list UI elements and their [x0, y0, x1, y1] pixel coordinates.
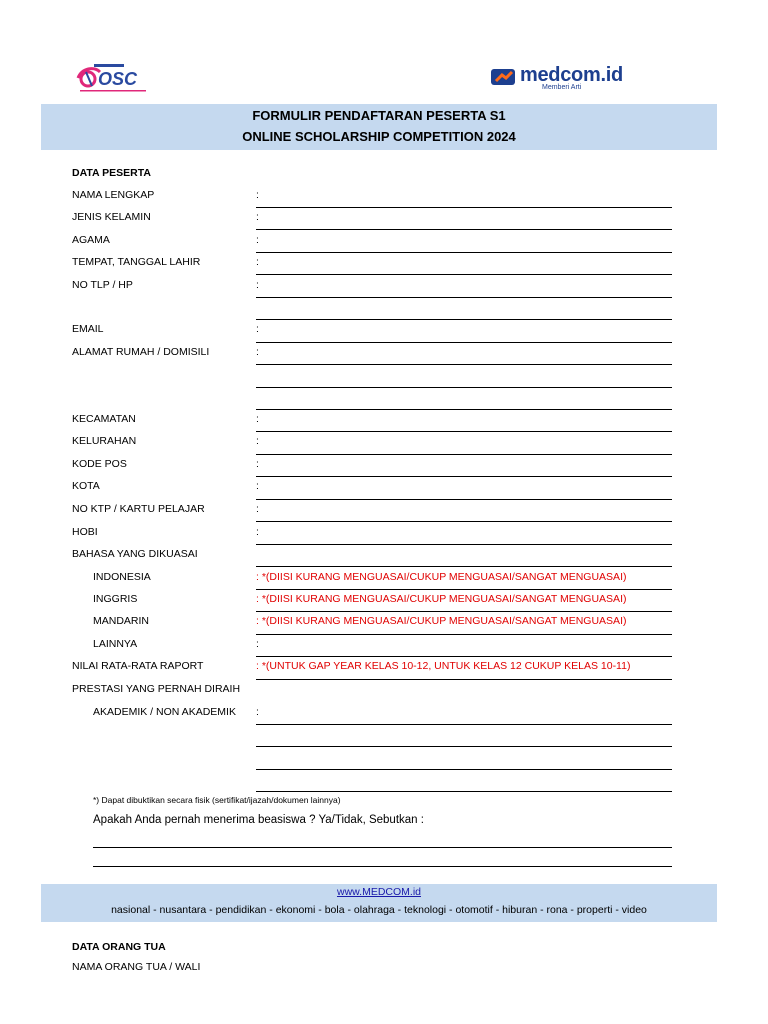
input-line-akademik-3[interactable] — [256, 769, 672, 770]
label-lainnya: LAINNYA — [93, 638, 138, 650]
colon: : — [256, 279, 259, 291]
colon: : — [256, 189, 259, 201]
input-line-nilai-raport[interactable] — [256, 679, 672, 680]
label-no-tlp: NO TLP / HP — [72, 279, 133, 291]
colon: : — [256, 234, 259, 246]
label-hobi: HOBI — [72, 526, 98, 538]
colon: : — [256, 638, 259, 650]
input-line-lainnya[interactable] — [256, 656, 672, 657]
label-indonesia: INDONESIA — [93, 571, 151, 583]
input-line-akademik[interactable] — [256, 724, 672, 725]
label-nama-orang-tua: NAMA ORANG TUA / WALI — [72, 961, 201, 973]
label-akademik: AKADEMIK / NON AKADEMIK — [93, 706, 236, 718]
input-line-email[interactable] — [256, 342, 672, 343]
colon: : — [256, 503, 259, 515]
form-title-line1: FORMULIR PENDAFTARAN PESERTA S1 — [252, 108, 506, 123]
input-line-alamat-2[interactable] — [256, 387, 672, 388]
hint-bahasa-mandarin: : *(DIISI KURANG MENGUASAI/CUKUP MENGUASAI/SANGAT MENGUASAI) — [256, 615, 627, 627]
section-data-orang-tua: DATA ORANG TUA — [72, 941, 166, 953]
colon: : — [256, 413, 259, 425]
colon: : — [256, 435, 259, 447]
question-beasiswa: Apakah Anda pernah menerima beasiswa ? Ya/Tidak, Sebutkan : — [93, 814, 424, 826]
colon: : — [256, 526, 259, 538]
colon: : — [256, 480, 259, 492]
hint-bahasa-inggris: : *(DIISI KURANG MENGUASAI/CUKUP MENGUASAI/SANGAT MENGUASAI) — [256, 593, 627, 605]
input-line-ttl[interactable] — [256, 274, 672, 275]
input-line-agama[interactable] — [256, 252, 672, 253]
colon: : — [256, 706, 259, 718]
input-line-inggris[interactable] — [256, 611, 672, 612]
input-line-kode-pos[interactable] — [256, 476, 672, 477]
input-line-kecamatan[interactable] — [256, 431, 672, 432]
label-tempat-tanggal-lahir: TEMPAT, TANGGAL LAHIR — [72, 256, 201, 268]
input-line-nama-lengkap[interactable] — [256, 207, 672, 208]
colon: : — [256, 346, 259, 358]
input-line-no-ktp[interactable] — [256, 521, 672, 522]
input-line-bahasa[interactable] — [256, 566, 672, 567]
medcom-link[interactable]: www.MEDCOM.id — [336, 886, 421, 898]
label-mandarin: MANDARIN — [93, 615, 150, 627]
input-line-akademik-2[interactable] — [256, 746, 672, 747]
medcom-logo-text: medcom.id — [520, 64, 623, 86]
answer-line-1[interactable] — [93, 847, 672, 848]
input-line-kota[interactable] — [256, 499, 672, 500]
label-email: EMAIL — [72, 323, 104, 335]
input-line-akademik-4[interactable] — [256, 791, 672, 792]
colon: : — [256, 458, 259, 470]
label-kecamatan: KECAMATAN — [72, 413, 136, 425]
label-no-ktp: NO KTP / KARTU PELAJAR — [72, 503, 205, 515]
input-line-no-tlp-2[interactable] — [256, 319, 672, 320]
label-kelurahan: KELURAHAN — [72, 435, 137, 447]
label-jenis-kelamin: JENIS KELAMIN — [72, 211, 151, 223]
input-line-no-tlp[interactable] — [256, 297, 672, 298]
colon: : — [256, 256, 259, 268]
hint-bahasa-indonesia: : *(DIISI KURANG MENGUASAI/CUKUP MENGUASAI/SANGAT MENGUASAI) — [256, 571, 627, 583]
section-data-peserta: DATA PESERTA — [72, 167, 151, 179]
label-alamat: ALAMAT RUMAH / DOMISILI — [72, 346, 210, 358]
osc-logo-text: OSC — [98, 69, 138, 89]
label-bahasa: BAHASA YANG DIKUASAI — [72, 548, 198, 560]
input-line-kelurahan[interactable] — [256, 454, 672, 455]
input-line-alamat[interactable] — [256, 364, 672, 365]
footnote: *) Dapat dibuktikan secara fisik (sertifikat/ijazah/dokumen lainnya) — [93, 795, 341, 805]
label-kota: KOTA — [72, 480, 100, 492]
label-nama-lengkap: NAMA LENGKAP — [72, 189, 155, 201]
label-agama: AGAMA — [72, 234, 110, 246]
osc-logo — [74, 62, 154, 94]
answer-line-2[interactable] — [93, 866, 672, 867]
form-title-line2: ONLINE SCHOLARSHIP COMPETITION 2024 — [242, 129, 516, 144]
footer-categories: nasional - nusantara - pendidikan - ekonomi - bola - olahraga - teknologi - otomotif - hiburan - rona - properti - video — [111, 904, 647, 916]
input-line-jenis-kelamin[interactable] — [256, 229, 672, 230]
title-banner — [41, 104, 717, 150]
label-prestasi: PRESTASI YANG PERNAH DIRAIH — [72, 683, 241, 695]
input-line-mandarin[interactable] — [256, 634, 672, 635]
label-nilai-raport: NILAI RATA-RATA RAPORT — [72, 660, 204, 672]
colon: : — [256, 323, 259, 335]
label-inggris: INGGRIS — [93, 593, 138, 605]
medcom-logo — [490, 64, 650, 96]
label-kode-pos: KODE POS — [72, 458, 127, 470]
input-line-indonesia[interactable] — [256, 589, 672, 590]
footer-banner — [41, 884, 717, 922]
colon: : — [256, 211, 259, 223]
input-line-alamat-3[interactable] — [256, 409, 672, 410]
input-line-hobi[interactable] — [256, 544, 672, 545]
hint-nilai-raport: : *(UNTUK GAP YEAR KELAS 10-12, UNTUK KELAS 12 CUKUP KELAS 10-11) — [256, 660, 631, 672]
medcom-tagline: Memberi Arti — [542, 84, 582, 91]
